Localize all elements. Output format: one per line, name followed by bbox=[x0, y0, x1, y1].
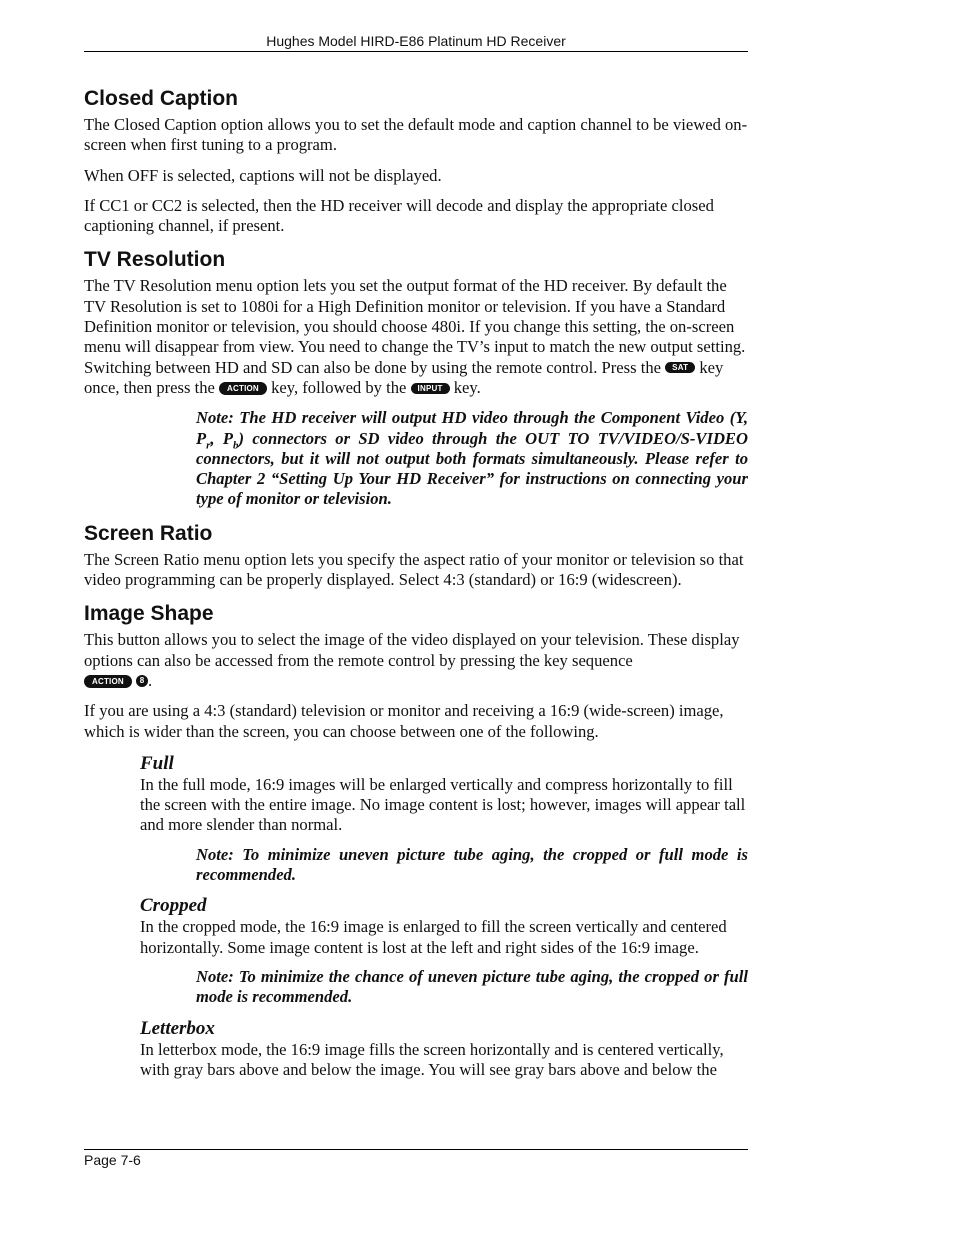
section-image-shape bbox=[84, 601, 748, 1080]
full-paragraph: In the full mode, 16:9 images will be enlarged vertically and compress horizontally to fill the screen with the entire image. No image content is lost; however, images will appear tall and more slender than normal. bbox=[140, 774, 746, 835]
input-key-icon: INPUT bbox=[411, 383, 450, 394]
footer-rule bbox=[84, 1149, 748, 1150]
press-text-2: key once, then press the bbox=[84, 357, 724, 397]
heading-screen-ratio: Screen Ratio bbox=[84, 521, 213, 545]
tv-resolution-note bbox=[196, 408, 748, 509]
subsection-full bbox=[140, 752, 748, 885]
heading-full: Full bbox=[140, 752, 174, 774]
action-key-icon: ACTION bbox=[84, 675, 132, 688]
note-part-2: , P bbox=[210, 428, 233, 448]
press-text-1: Press the bbox=[601, 357, 661, 377]
page-content bbox=[84, 86, 748, 1091]
page-number: Page 7-6 bbox=[84, 1152, 141, 1168]
heading-tv-resolution: TV Resolution bbox=[84, 248, 226, 272]
section-tv-resolution bbox=[84, 247, 748, 509]
note-part-1: Note: The HD receiver will output HD video through the Component Video (Y, P bbox=[196, 408, 748, 448]
section-closed-caption bbox=[84, 86, 748, 236]
image-shape-paragraph-2: If you are using a 4:3 (standard) television or monitor and receiving a 16:9 (wide-screen) image, which is wider than the screen, you can choose between one of the following. bbox=[84, 701, 724, 741]
heading-image-shape: Image Shape bbox=[84, 602, 214, 626]
image-shape-period: . bbox=[148, 670, 153, 690]
full-note: Note: To minimize uneven picture tube aging, the cropped or full mode is recommended. bbox=[196, 844, 748, 885]
press-text-3: key, followed by the bbox=[271, 377, 407, 397]
heading-cropped: Cropped bbox=[140, 895, 207, 917]
subsection-cropped bbox=[140, 894, 748, 1007]
sat-key-icon: SAT bbox=[665, 362, 695, 373]
cropped-paragraph: In the cropped mode, the 16:9 image is enlarged to fill the screen vertically and centered horizontally. Some image content is lost at the left and right sides of the 16:9 image. bbox=[140, 917, 727, 957]
header-rule bbox=[84, 51, 748, 52]
closed-caption-paragraph-2: When OFF is selected, captions will not be displayed. bbox=[84, 165, 442, 185]
subsection-letterbox bbox=[140, 1017, 748, 1081]
action-key-icon: ACTION bbox=[219, 382, 267, 395]
press-text-4: key. bbox=[453, 377, 481, 397]
cropped-note: Note: To minimize the chance of uneven picture tube aging, the cropped or full mode is recommended. bbox=[196, 966, 748, 1007]
closed-caption-paragraph-3: If CC1 or CC2 is selected, then the HD receiver will decode and display the appropriate closed captioning channel, if present. bbox=[84, 195, 714, 236]
note-part-3: ) connectors or SD video through the OUT TO TV/VIDEO/S-VIDEO connectors, but it will not output both formats simultaneously. Please refer to Chapter 2 “Setting Up Your HD Receiver” for instructions on connecting your type of monitor or television. bbox=[196, 428, 748, 509]
tv-resolution-paragraph bbox=[84, 276, 748, 398]
tv-resolution-text: The TV Resolution menu option lets you set the output format of the HD receiver. By default the TV Resolution is set to 1080i for a High Definition monitor or television. If you have a Standard Definition monitor or television, you should choose 480i. If you change this setting, the on-screen menu will disappear from view. You need to change the TV’s input to match the new output setting. Switching between HD and SD can also be done by using the remote control. bbox=[84, 276, 746, 377]
letterbox-paragraph: In letterbox mode, the 16:9 image fills the screen horizontally and is centered vertically, with gray bars above and below the image. You will see gray bars above and below the bbox=[140, 1039, 724, 1079]
heading-closed-caption: Closed Caption bbox=[84, 87, 239, 110]
number-8-key-icon: 8 bbox=[136, 675, 148, 687]
section-screen-ratio bbox=[84, 521, 748, 591]
image-shape-paragraph-1 bbox=[84, 630, 748, 691]
note-subscript-b: b bbox=[233, 438, 239, 451]
closed-caption-paragraph-1: The Closed Caption option allows you to set the default mode and caption channel to be viewed on-screen when first tuning to a program. bbox=[84, 115, 748, 155]
note-subscript-r: r bbox=[206, 438, 211, 451]
screen-ratio-paragraph: The Screen Ratio menu option lets you specify the aspect ratio of your monitor or television so that video programming can be properly displayed. Select 4:3 (standard) or 16:9 (widescreen). bbox=[84, 549, 744, 590]
image-shape-text-1: This button allows you to select the image of the video displayed on your television. These display options can also be accessed from the remote control by pressing the key sequence bbox=[84, 630, 740, 670]
heading-letterbox: Letterbox bbox=[140, 1017, 215, 1039]
running-header: Hughes Model HIRD-E86 Platinum HD Receiver bbox=[266, 33, 566, 49]
